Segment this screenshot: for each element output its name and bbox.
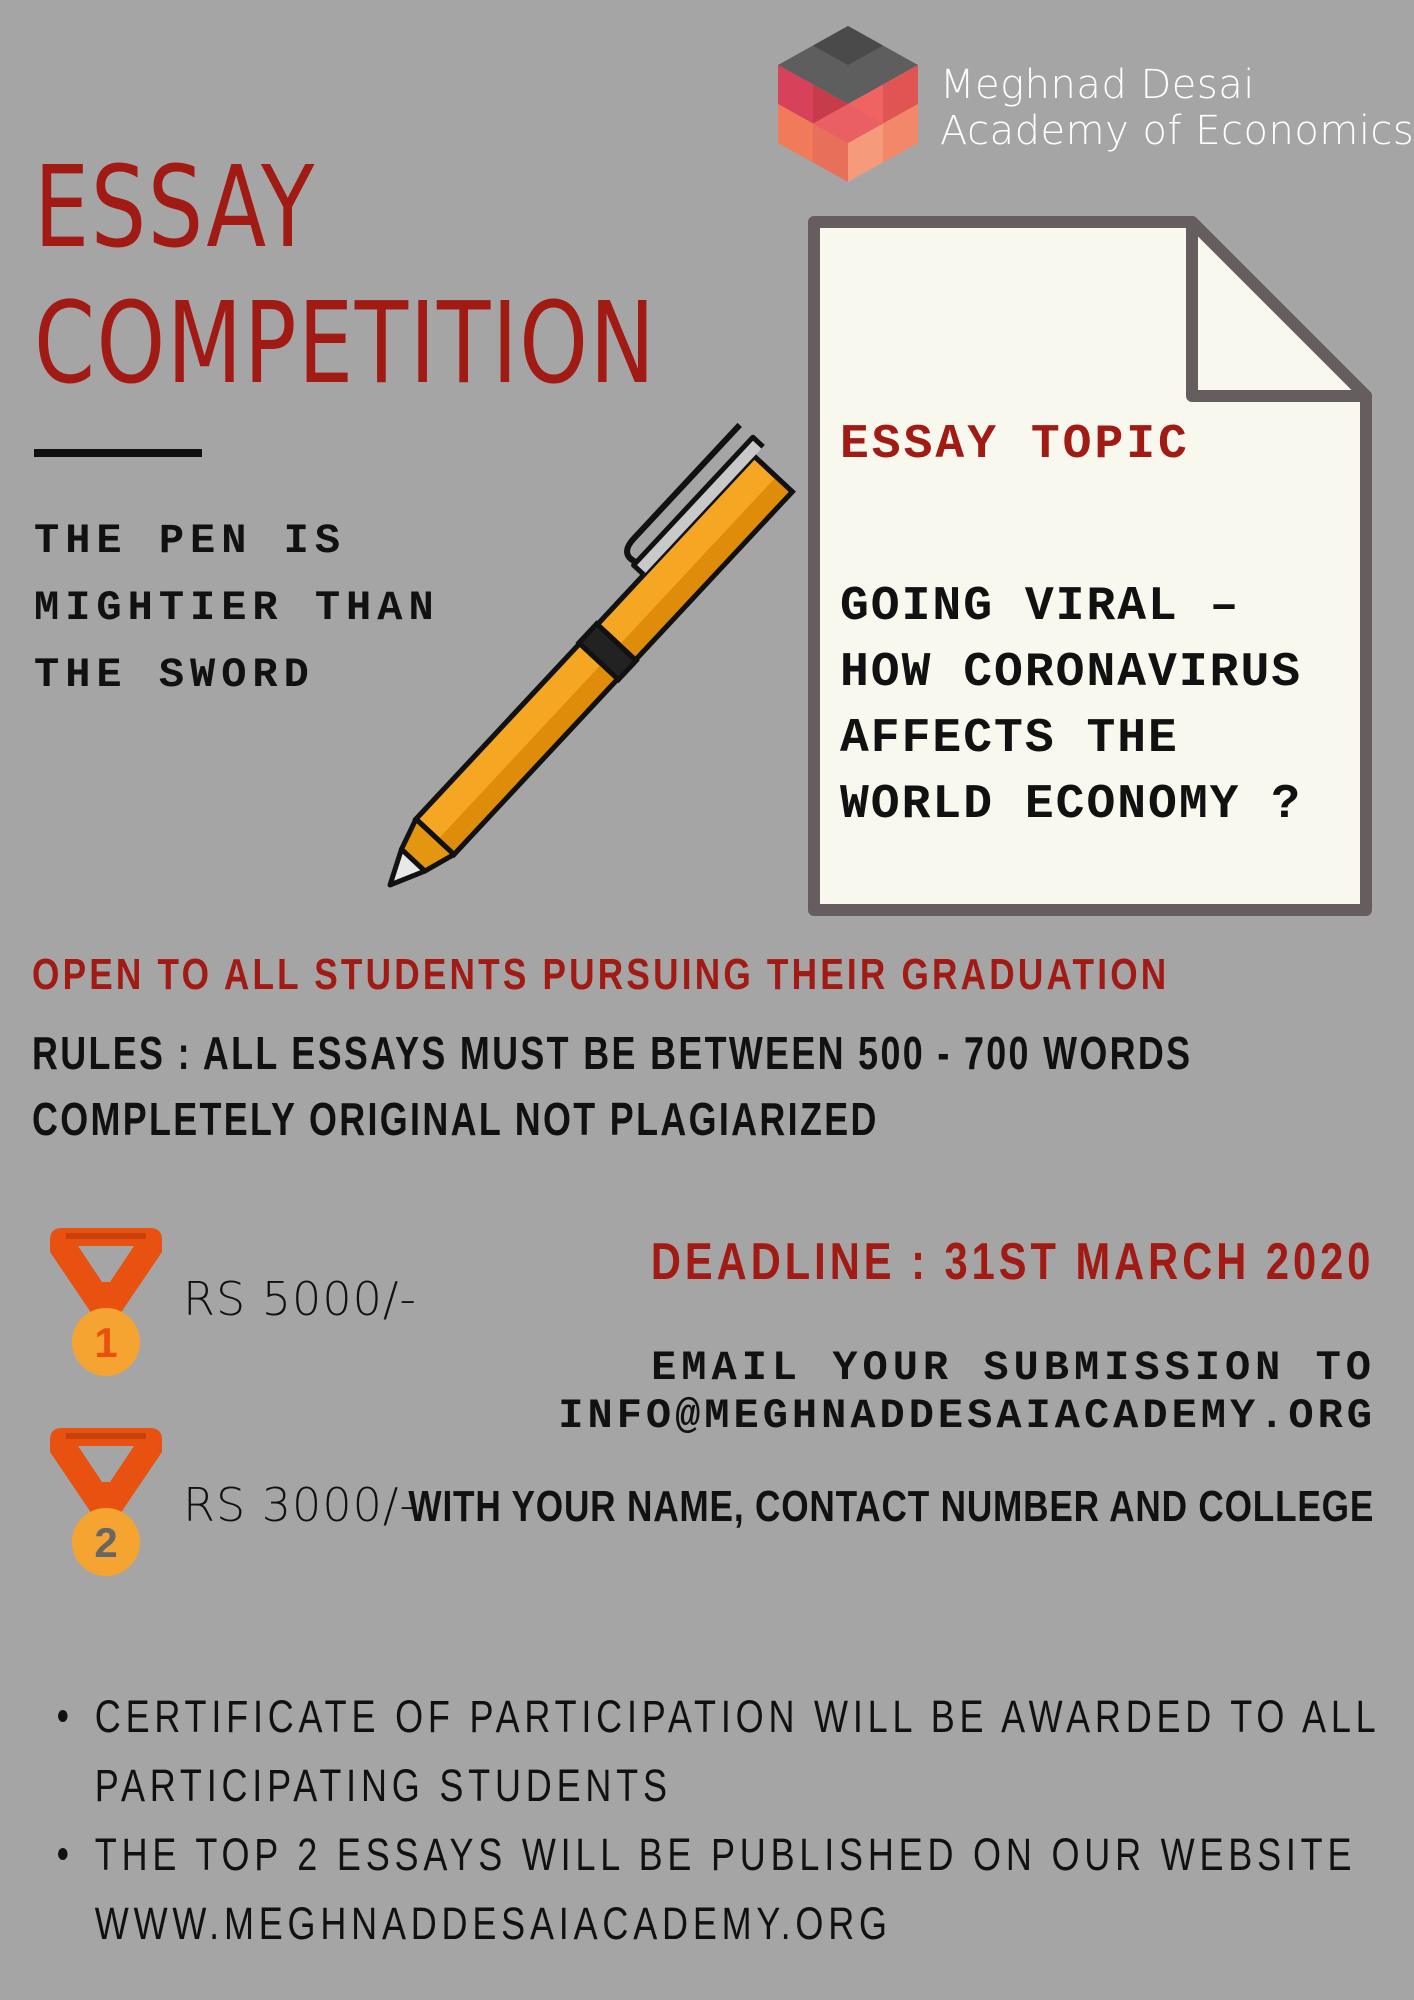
submission-email[interactable]: INFO@MEGHNADDESAIACADEMY.ORG bbox=[558, 1392, 1376, 1440]
deadline-text: DEADLINE : 31ST MARCH 2020 bbox=[650, 1233, 1374, 1291]
essay-topic-line2: HOW CORONAVIRUS bbox=[840, 646, 1303, 700]
essay-topic-line4: WORLD ECONOMY ? bbox=[840, 778, 1303, 832]
rules-text bbox=[32, 1020, 1192, 1152]
rules-line2: COMPLETELY ORIGINAL NOT PLAGIARIZED bbox=[32, 1093, 879, 1145]
academy-name-line2: Academy of Economics bbox=[940, 108, 1414, 154]
benefit-1-line1: CERTIFICATE OF PARTICIPATION WILL BE AWARDED TO ALL bbox=[94, 1691, 1381, 1742]
motto-line1: THE PEN IS bbox=[34, 517, 347, 565]
title-line2: COMPETITION bbox=[34, 279, 657, 409]
pen-icon bbox=[370, 370, 840, 910]
essay-topic-line1: GOING VIRAL – bbox=[840, 580, 1241, 634]
first-prize-amount: RS 5000/- bbox=[183, 1272, 417, 1326]
academy-logo-icon bbox=[778, 26, 918, 182]
second-prize-amount: RS 3000/- bbox=[183, 1478, 417, 1532]
academy-name-line1: Meghnad Desai bbox=[940, 62, 1255, 108]
benefit-1-line2: PARTICIPATING STUDENTS bbox=[94, 1760, 672, 1811]
bullet-icon bbox=[58, 1848, 68, 1860]
benefit-2-line1: THE TOP 2 ESSAYS WILL BE PUBLISHED ON OUR WEBSITE bbox=[94, 1829, 1357, 1880]
essay-topic-label: ESSAY TOPIC bbox=[840, 418, 1190, 472]
medal-rank-2: 2 bbox=[94, 1519, 118, 1566]
medal-rank-1: 1 bbox=[94, 1319, 118, 1366]
academy-name bbox=[940, 62, 1414, 154]
motto-line3: THE SWORD bbox=[34, 651, 315, 699]
submission-label: EMAIL YOUR SUBMISSION TO bbox=[651, 1344, 1376, 1392]
essay-topic-line3: AFFECTS THE bbox=[840, 712, 1179, 766]
benefits-list bbox=[58, 1682, 1380, 1958]
essay-topic bbox=[840, 574, 1302, 838]
list-item bbox=[58, 1682, 1380, 1820]
submission-details: WITH YOUR NAME, CONTACT NUMBER AND COLLEGE bbox=[408, 1482, 1374, 1531]
website-link[interactable]: WWW.MEGHNADDESAIACADEMY.ORG bbox=[94, 1898, 892, 1949]
medal-icon bbox=[40, 1424, 172, 1584]
rules-line1: RULES : ALL ESSAYS MUST BE BETWEEN 500 - 700 WORDS bbox=[32, 1027, 1193, 1079]
medal-icon bbox=[40, 1224, 172, 1384]
title-divider bbox=[34, 449, 202, 457]
motto-line2: MIGHTIER THAN bbox=[34, 584, 440, 632]
bullet-icon bbox=[58, 1710, 68, 1722]
list-item bbox=[58, 1820, 1380, 1958]
title-line1: ESSAY bbox=[34, 143, 316, 273]
eligibility-text: OPEN TO ALL STUDENTS PURSUING THEIR GRADUATION bbox=[32, 950, 1170, 999]
